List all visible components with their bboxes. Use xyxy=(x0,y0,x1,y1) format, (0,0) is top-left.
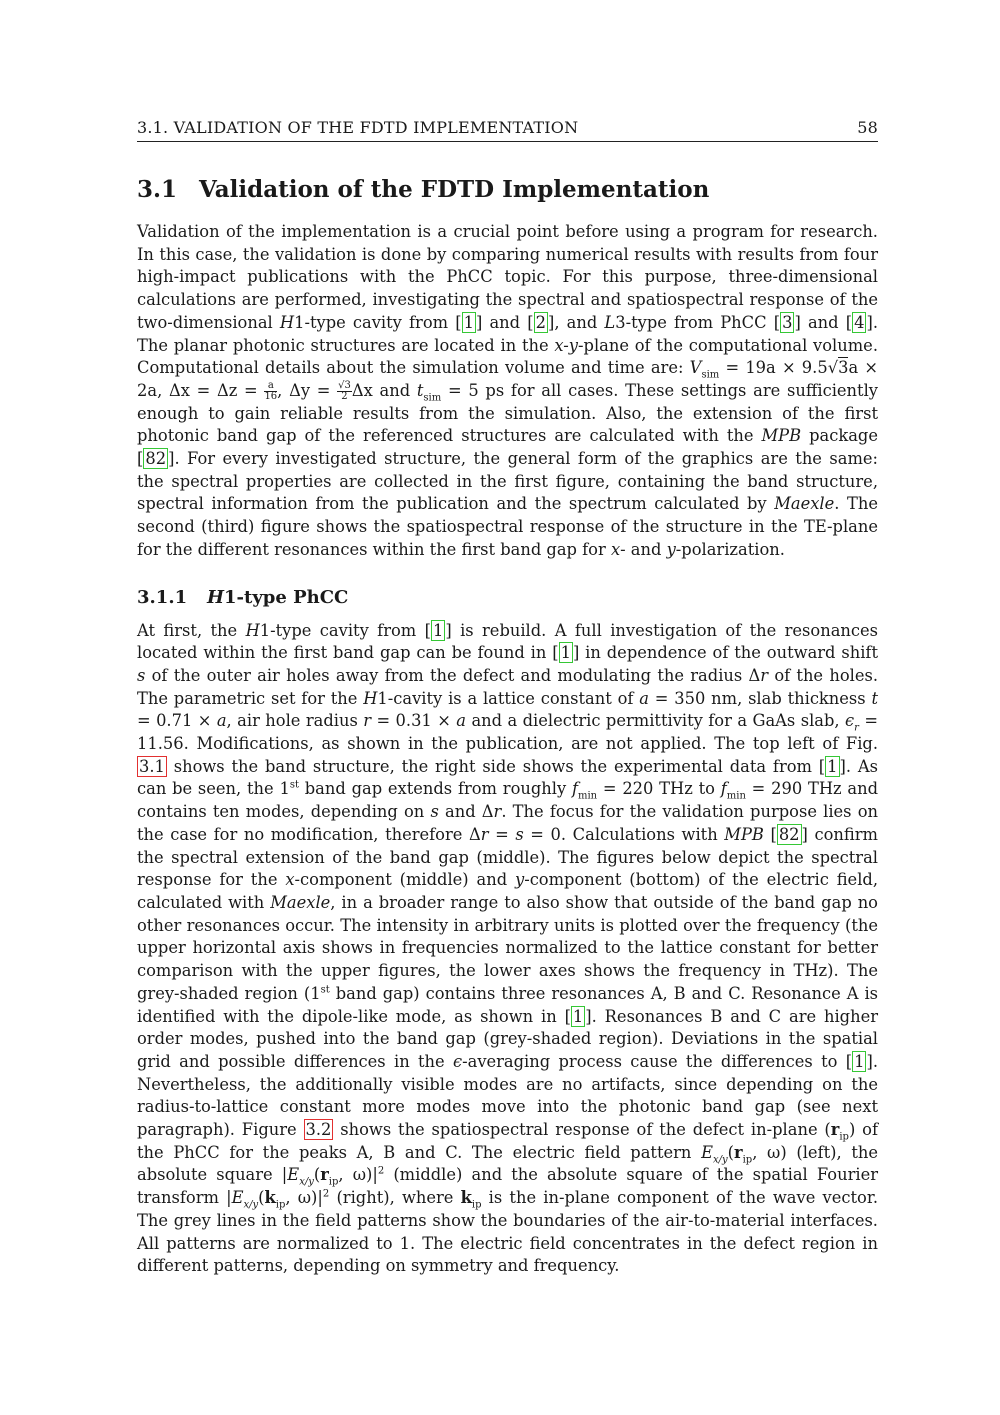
citation-link[interactable]: 1 xyxy=(854,1051,865,1071)
section-title: Validation of the FDTD Implementation xyxy=(199,176,710,203)
subsection-title: 1-type PhCC xyxy=(224,586,349,608)
running-header-title: 3.1. VALIDATION OF THE FDTD IMPLEMENTATION xyxy=(137,118,579,137)
citation-link[interactable]: 4 xyxy=(854,312,865,332)
subsection-heading xyxy=(137,586,878,610)
paragraph-h1-cavity: At first, the H1-type cavity from [ 1 ] is rebuild. A full investigation of the resonances located within the first band gap can be found in [ 1 ] in dependence of the outward shift s of the outer air holes away from the defect and modulating the radius Δr of the holes. The parametric set for the H1-cavity is a lattice constant of a = 350 nm, slab thickness t = 0.71 × a, air hole radius r = 0.31 × a and a dielectric permittivity for a GaAs slab, $\epsilon_r = 11.56$. Modifications, as shown in the publication, are not applied. The top left of Fig. 3.1 shows the band structure, the right side shows the experimental data from [ 1 ]. As can be seen, the 1st band gap extends from roughly $f_{min} = 220$ THz to $f_{min} = 290$ THz and contains ten modes, depending on s and Δr. The focus for the validation purpose lies on the case for no modification, therefore Δr = s = 0. Calculations with MPB [ 82 ] confirm the spectral extension of the band gap (middle). The figures below depict the spectral response for the x-component (middle) and y-component (bottom) of the electric field, calculated with Maexle, in a broader range to also show that outside of the band gap no other resonances occur. The intensity in arbitrary units is plotted over the frequency (the upper horizontal axis shows in frequencies normalized to the lattice constant for better comparison with the upper figures, the lower axes shows the frequency in THz). The grey-shaded region (1st band gap) contains three resonances A, B and C. Resonance A is identified with the dipole-like mode, as shown in [ 1 ]. Resonances B and C are higher order modes, pushed into the band gap (grey-shaded region). Deviations in the spatial grid and possible differences in the ϵ-averaging process cause the differences to [ 1 ]. Nevertheless, the additionally visible modes are no artifacts, since depending on the radius-to-lattice constant more modes move into the photonic band gap (see next paragraph). Figure 3.2 shows the spatiospectral response of the defect in-plane $(r_{ip})$ of the PhCC for the peaks A, B and C. The electric field pattern $E_{x/y}(r_{ip}$, ω) (left), the absolute square $|E_{x/y}(r_{ip}$, $\omega)|^2$ (middle) and the absolute square of the spatial Fourier transform $|E_{x/y}(k_{ip}$, $\omega)|^2$ (right), where $k_{ip}$ is the in-plane component of the wave vector. The grey lines in the field patterns show the boundaries of the air-to-material interfaces. All patterns are normalized to 1. The electric field concentrates in the defect region in different patterns, depending on symmetry and frequency. xyxy=(137,620,879,1276)
running-header xyxy=(137,118,878,142)
subsection-title-italic: H xyxy=(207,586,225,608)
fraction: $\frac{a}{16}$ xyxy=(264,379,278,402)
citation-link[interactable]: 3 xyxy=(782,312,793,332)
citation-link[interactable]: 1 xyxy=(572,1006,584,1026)
citation-link[interactable]: 82 xyxy=(145,449,167,469)
figure-reference-link[interactable]: 3.1 xyxy=(139,756,165,776)
fraction: $\frac{√3}{2}$ xyxy=(338,379,351,402)
subsection-number: 3.1.1 xyxy=(137,586,188,608)
section-heading xyxy=(137,175,878,205)
paragraph-validation-intro: Validation of the implementation is a crucial point before using a program for research. In this case, the validation is done by comparing numerical results with results from four high-impact publications with the PhCC topic. For this purpose, three-dimensional calculations are performed, investigating the spectral and spatiospectral response of the two-dimensional H1-type cavity from [ 1 ] and [ 2 ], and L3-type from PhCC [ 3 ] and [ 4 ]. The planar photonic structures are located in the x-y-plane of the computational volume. Computational details about the simulation volume and time are: $V_{sim} = 19a \times 9.5√3a \times 2a$, Δx = Δz = $\frac{a}{16}$ , Δy = $\frac{√3}{2}$ Δx and $t_{sim} = 5$ ps for all cases. These settings are sufficiently enough to gain reliable results from the simulation. Also, the extension of the first photonic band gap of the referenced structures are calculated with the MPB package [ 82 ]. For every investigated structure, the general form of the graphics are the same: the spectral properties are collected in the first figure, containing the band structure, spectral information from the publication and the spectrum calculated by Maexle. The second (third) figure shows the spatiospectral response of the structure in the TE-plane for the different resonances within the first band gap for x- and y-polarization. xyxy=(137,222,878,559)
citation-link[interactable]: 1 xyxy=(560,643,571,663)
citation-link[interactable]: 2 xyxy=(535,312,546,332)
citation-link[interactable]: 1 xyxy=(463,312,474,332)
section-number: 3.1 xyxy=(137,176,178,203)
citation-link[interactable]: 1 xyxy=(827,756,838,776)
citation-link[interactable]: 1 xyxy=(432,620,444,640)
figure-reference-link[interactable]: 3.2 xyxy=(305,1120,332,1140)
page xyxy=(137,118,878,1278)
page-number: 58 xyxy=(857,118,878,137)
citation-link[interactable]: 82 xyxy=(778,824,800,844)
